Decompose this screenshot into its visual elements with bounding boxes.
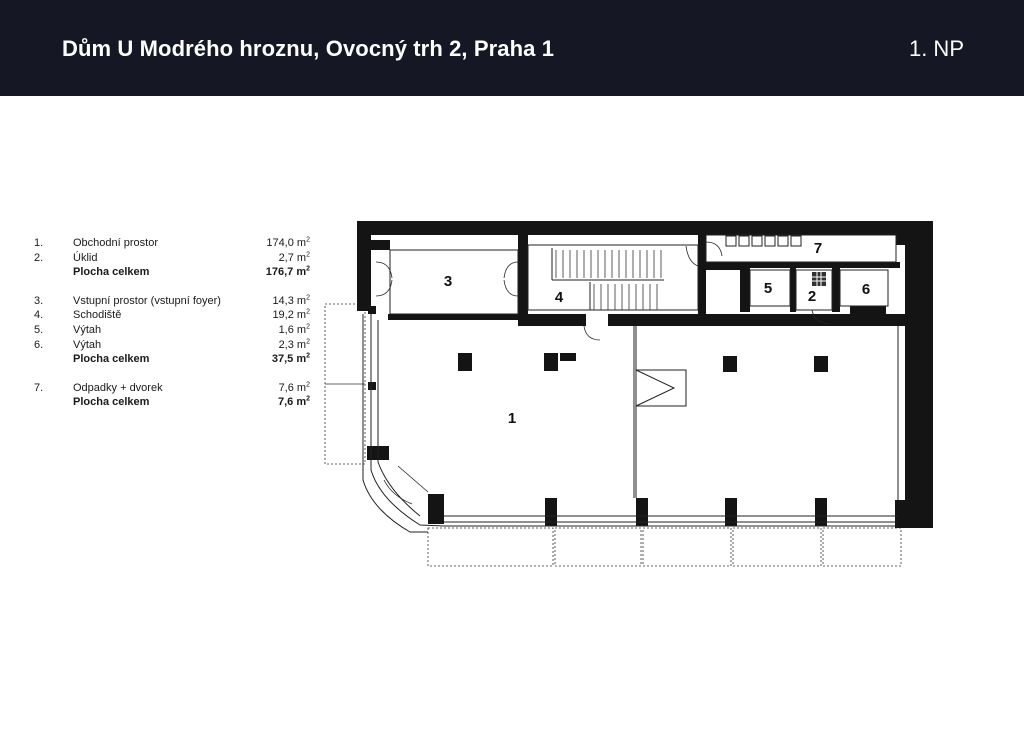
legend-total-area: 7,6 $m^2$	[277, 395, 310, 409]
legend-total-area: 176,7 $m^2$	[265, 265, 310, 279]
legend-area: 7,6 $m^2$	[278, 381, 310, 394]
floor-grate	[812, 272, 826, 286]
legend-area: 1,6 $m^2$	[278, 323, 310, 336]
columns	[368, 306, 828, 526]
legend-number: 3.	[34, 294, 44, 307]
room-label-6: 6	[861, 281, 871, 298]
canopy-outline	[325, 304, 901, 566]
legend-number: 7.	[34, 381, 44, 394]
legend-room-name: Výtah	[73, 338, 102, 351]
legend-room-name: Výtah	[73, 323, 102, 336]
legend-room-name: Úklid	[73, 251, 98, 264]
legend-area: 19,2 $m^2$	[272, 308, 310, 322]
room-label-1: 1	[507, 410, 517, 427]
legend-area: 2,7 $m^2$	[278, 250, 310, 264]
legend-number: 2.	[34, 251, 44, 264]
legend-area: 14,3 $m^2$	[272, 294, 310, 307]
legend-total-label: Plocha celkem	[73, 266, 150, 279]
legend-number: 1.	[34, 237, 44, 249]
legend-number: 5.	[34, 323, 44, 336]
legend-room-name: Schodiště	[73, 309, 122, 322]
legend-number: 4.	[34, 309, 44, 322]
legend-total-label: Plocha celkem	[73, 353, 150, 366]
floor-label: 1. NP	[908, 36, 964, 61]
room-label-4: 4	[554, 289, 564, 306]
room-label-3: 3	[443, 273, 453, 290]
room-label-7: 7	[813, 240, 823, 257]
legend-room-name: Obchodní prostor	[73, 237, 158, 249]
legend-area: 2,3 $m^2$	[278, 337, 310, 351]
legend-number: 6.	[34, 338, 44, 351]
room-label-2: 2	[807, 288, 817, 305]
legend-area: 174,0 $m^2$	[266, 236, 310, 249]
legend-total-label: Plocha celkem	[73, 396, 150, 409]
waste-bins	[726, 236, 801, 246]
legend-total-area: 37,5 $m^2$	[271, 352, 310, 366]
legend-room-name: Odpadky + dvorek	[73, 381, 163, 394]
legend-room-name: Vstupní prostor (vstupní foyer)	[73, 294, 221, 307]
page-title: Dům U Modrého hroznu, Ovocný trh 2, Praha 1	[62, 36, 555, 61]
room-label-5: 5	[763, 280, 773, 297]
